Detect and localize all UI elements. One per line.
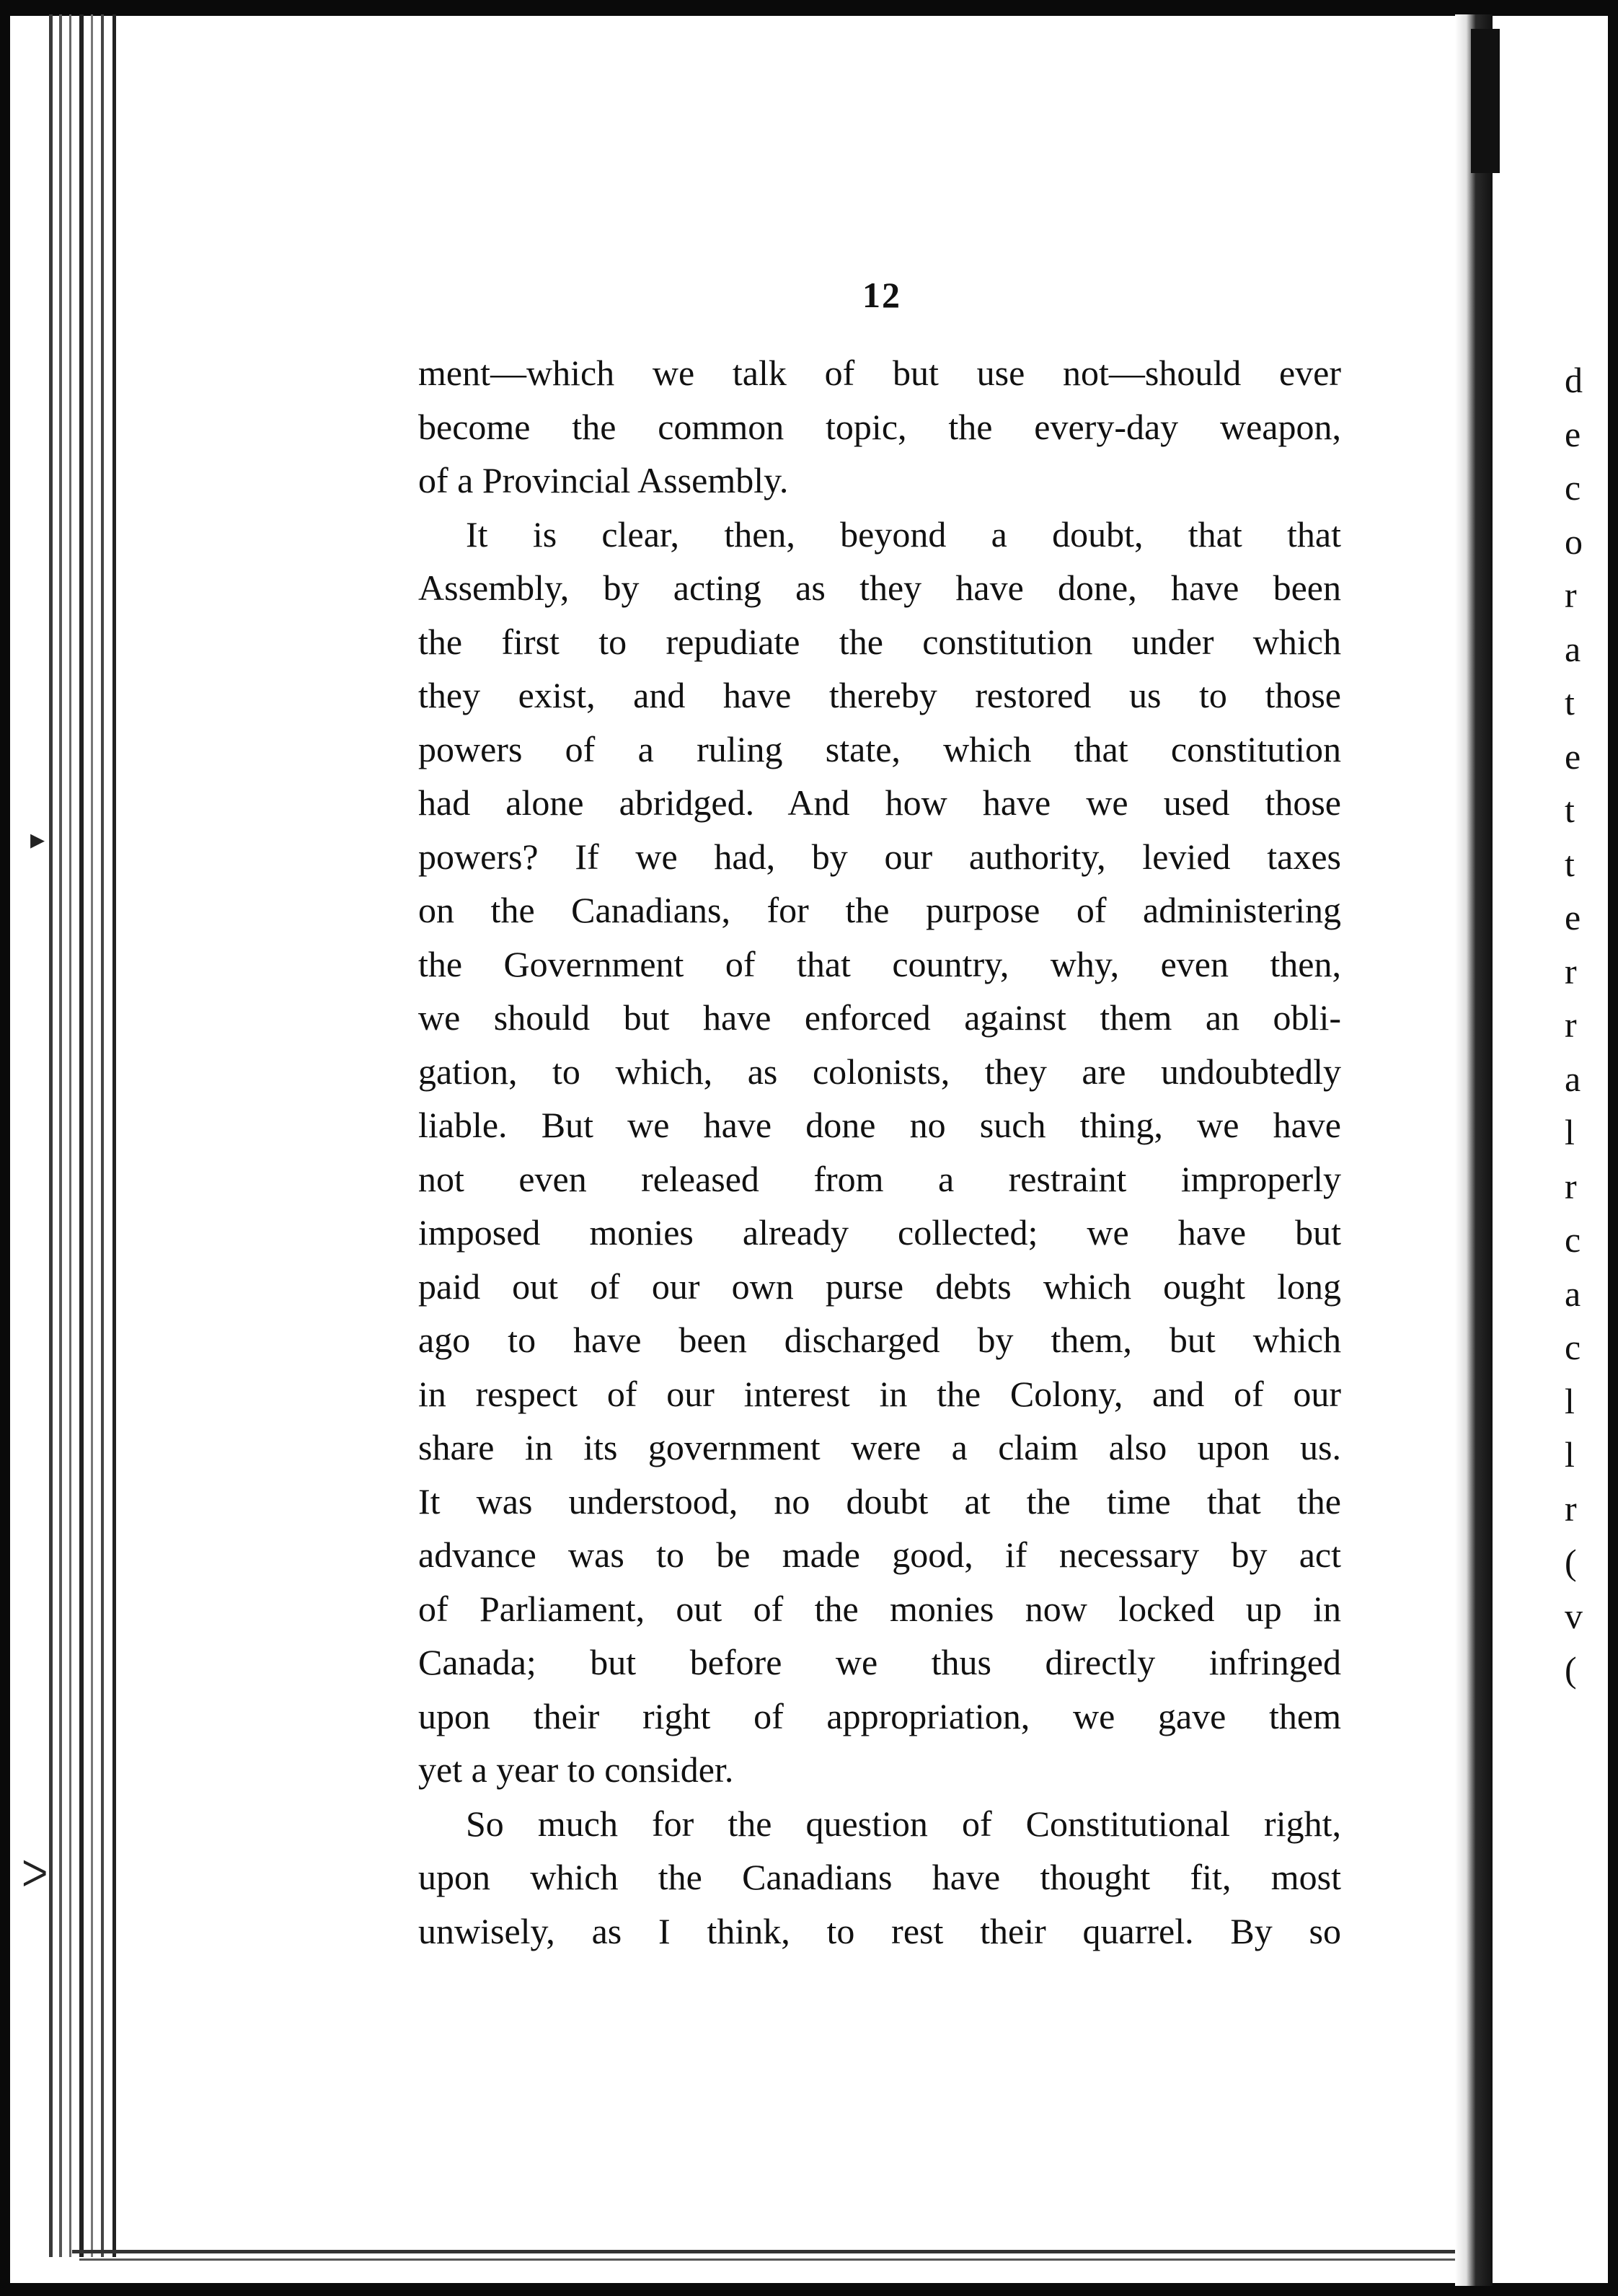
- text-line: So much for the question of Constitutional right,: [466, 1803, 1341, 1844]
- body-text: [418, 346, 1341, 1958]
- facing-page-letter: c: [1565, 1327, 1581, 1367]
- text-line: not even released from a restraint improperly: [418, 1158, 1341, 1199]
- facing-page-letter: (: [1565, 1542, 1577, 1582]
- facing-page-letter: t: [1565, 682, 1575, 723]
- scan-border-right: [1608, 0, 1618, 2296]
- page-number: 12: [862, 275, 901, 315]
- facing-page-letter: r: [1565, 1165, 1577, 1206]
- scan-border-bottom: [0, 2283, 1618, 2296]
- text-line: It was understood, no doubt at the time that the: [418, 1480, 1341, 1522]
- text-line: imposed monies already collected; we have but: [418, 1212, 1341, 1253]
- text-line: ment—which we talk of but use not—should ever: [418, 353, 1341, 393]
- facing-page-letter: t: [1565, 843, 1575, 884]
- text-line: unwisely, as I think, to rest their quarrel. By so: [418, 1910, 1341, 1951]
- book-page-edges: [43, 14, 137, 2257]
- scan-border-left: [0, 0, 10, 2296]
- text-line: of Parliament, out of the monies now locked up in: [418, 1588, 1341, 1629]
- facing-page-letter: r: [1565, 1004, 1577, 1045]
- margin-mark: ᐳ: [22, 1854, 48, 1894]
- gutter-shadow: [1471, 29, 1500, 173]
- book-gutter: [1455, 14, 1493, 2286]
- text-line: ago to have been discharged by them, but which: [418, 1320, 1341, 1360]
- facing-page-letter: a: [1565, 628, 1581, 669]
- text-line: paid out of our own purse debts which ought long: [418, 1266, 1341, 1307]
- facing-page-fragment: [1565, 353, 1608, 1697]
- text-line: on the Canadians, for the purpose of administering: [418, 890, 1341, 930]
- text-line: powers? If we had, by our authority, levied taxes: [418, 836, 1341, 877]
- page-edge-bottom-1: [72, 2250, 1471, 2253]
- text-line: the first to repudiate the constitution under which: [418, 621, 1341, 662]
- text-line: of a Provincial Assembly.: [418, 460, 789, 500]
- facing-page-letter: r: [1565, 1488, 1577, 1529]
- facing-page-letter: r: [1565, 950, 1577, 992]
- scan-border-top: [0, 0, 1618, 16]
- facing-page-letter: (: [1565, 1649, 1577, 1690]
- text-line: the Government of that country, why, even then,: [418, 943, 1341, 984]
- facing-page-letter: e: [1565, 413, 1581, 454]
- text-line: had alone abridged. And how have we used those: [418, 782, 1341, 823]
- margin-mark: ▸: [30, 823, 45, 855]
- text-line: share in its government were a claim also upon us.: [418, 1427, 1341, 1467]
- page-edge-bottom-2: [79, 2259, 1471, 2261]
- facing-page-letter: l: [1565, 1112, 1575, 1152]
- text-line: upon which the Canadians have thought fit, most: [418, 1857, 1341, 1897]
- text-line: become the common topic, the every-day weapon,: [418, 406, 1341, 447]
- facing-page-letter: a: [1565, 1273, 1581, 1314]
- facing-page-letter: t: [1565, 790, 1575, 830]
- text-line: It is clear, then, beyond a doubt, that that: [466, 513, 1341, 555]
- facing-page-letter: e: [1565, 736, 1581, 777]
- text-line: powers of a ruling state, which that constitution: [418, 728, 1341, 769]
- facing-page-letter: a: [1565, 1058, 1581, 1099]
- facing-page-letter: c: [1565, 1219, 1581, 1260]
- text-line: upon their right of appropriation, we gave them: [418, 1695, 1341, 1736]
- facing-page-letter: o: [1565, 521, 1583, 562]
- text-line: we should but have enforced against them an obli-: [418, 997, 1341, 1038]
- facing-page-letter: e: [1565, 897, 1581, 937]
- text-line: advance was to be made good, if necessary by act: [418, 1535, 1341, 1575]
- facing-page-letter: r: [1565, 575, 1577, 615]
- facing-page-letter: v: [1565, 1595, 1583, 1636]
- facing-page-letter: c: [1565, 467, 1581, 508]
- text-line: they exist, and have thereby restored us to those: [418, 675, 1341, 715]
- text-line: in respect of our interest in the Colony, and of our: [418, 1373, 1341, 1414]
- text-line: gation, to which, as colonists, they are undoubtedly: [418, 1051, 1341, 1092]
- facing-page-letter: d: [1565, 360, 1583, 400]
- text-line: Canada; but before we thus directly infringed: [418, 1642, 1341, 1682]
- text-line: liable. But we have done no such thing, we have: [418, 1105, 1341, 1145]
- facing-page-letter: l: [1565, 1380, 1575, 1421]
- text-line: Assembly, by acting as they have done, have been: [418, 568, 1341, 608]
- facing-page-letter: l: [1565, 1434, 1575, 1475]
- text-line: yet a year to consider.: [418, 1749, 734, 1790]
